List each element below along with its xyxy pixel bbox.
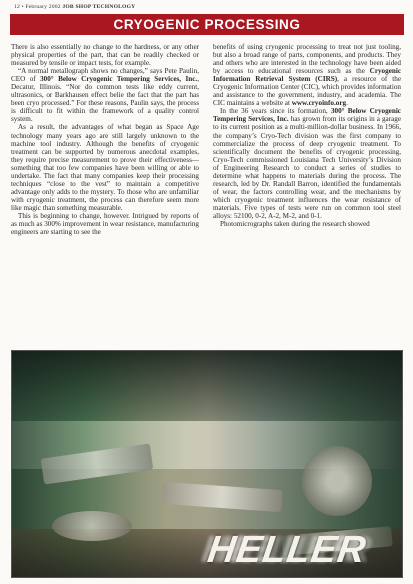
article-column-right: [213, 43, 401, 335]
tool-shape: [302, 446, 372, 516]
photo-shadow-band: [12, 351, 402, 421]
separator-bullet: •: [21, 4, 26, 10]
resource-name: Cryogenic Information Retrieval System (CIRS): [213, 67, 401, 84]
company-name: 300° Below Cryogenic Tempering Services, Inc.: [213, 107, 401, 124]
running-head: [14, 4, 400, 13]
publication-name: JOB SHOP TECHNOLOGY: [62, 4, 136, 10]
issue-date: February 2002: [25, 4, 61, 10]
page-number: 12: [14, 4, 20, 10]
company-name: 300° Below Cryogenic Tempering Services, Inc.: [40, 75, 198, 84]
paragraph: “A normal metallograph shows no changes,” says Pete Paulin, CEO of 300° Below Cryogenic Tempering Services, Inc., Decatur, Illinois. “Nor do common tests like eddy current, ultrasonics, or Barkhausen effect belie the fact that the part has been cryo processed.” For these reasons, Paulin says, the process is difficult to fit within the framework of a quality control system.: [11, 67, 199, 124]
machine-brand-logo: HELLER: [205, 529, 370, 571]
paragraph: This is beginning to change, however. Intrigued by reports of as much as 300% improvement in wear resistance, manufacturing engineers are starting to see the: [11, 211, 199, 237]
section-title: CRYOGENIC PROCESSING: [10, 14, 404, 35]
paragraph: In the 36 years since its formation, 300° Below Cryogenic Tempering Services, Inc. has grown from its origins in a garage to its current position as a multi-million-dollar business. In 1966, the company’s Cryo-Tech division was the first company to commercialize the process of deep cryogenic treatment. To scientifically document the benefits of cryogenic processing, Cryo-Tech commissioned Louisiana Tech University’s Division of Engineering Research to conduct a series of studies to determine what happens to materials during the process. The research, led by Dr. Randall Barron, identified the fundamentals of wear, the factors controlling wear, and the mechanisms by which cryogenic treatment influences the wear resistance of materials. Five types of tests were run on common tool steel alloys: 52100, 0-2, A-2, M-2, and 0-1.: [213, 107, 401, 220]
tool-shape: [52, 511, 132, 541]
paragraph: There is also essentially no change to the hardness, or any other physical properties of the part, that can be readily checked or measured by tensile or impact tests, for example.: [11, 43, 199, 68]
paragraph: Photomicrographs taken during the research showed: [220, 220, 370, 229]
paragraph: benefits of using cryogenic processing to treat not just tooling, but also a broad range of parts, components, and products. They and others who are interested in the technology have been aided by access to educational resources such as the Cryogenic Information Retrieval System (CIRS), a resource of the Cryogenic Information Center (CIC), which provides information and assistance to the government, industry, and academia. The CIC maintains a website at www.cryoinfo.org.: [213, 43, 401, 108]
paragraph: As a result, the advantages of what began as Space Age technology many years ago are still largely unknown to the machine tool industry. Although the benefits of cryogenic treatment can be supported by numerous anecdotal examples, they require precise measurement to prove their effectiveness—something that too few companies have been willing or able to undertake. The fact that many companies keep their processing techniques “close to the vest” to maintain a competitive advantage only adds to the mystery. To those who are unfamiliar with cryogenic treatment, the process can therefore seem more like magic than something measurable.: [11, 123, 199, 212]
machine-tool-photo: [11, 350, 403, 578]
website-url: www.cryoinfo.org: [291, 99, 347, 108]
article-column-left: [11, 43, 199, 339]
